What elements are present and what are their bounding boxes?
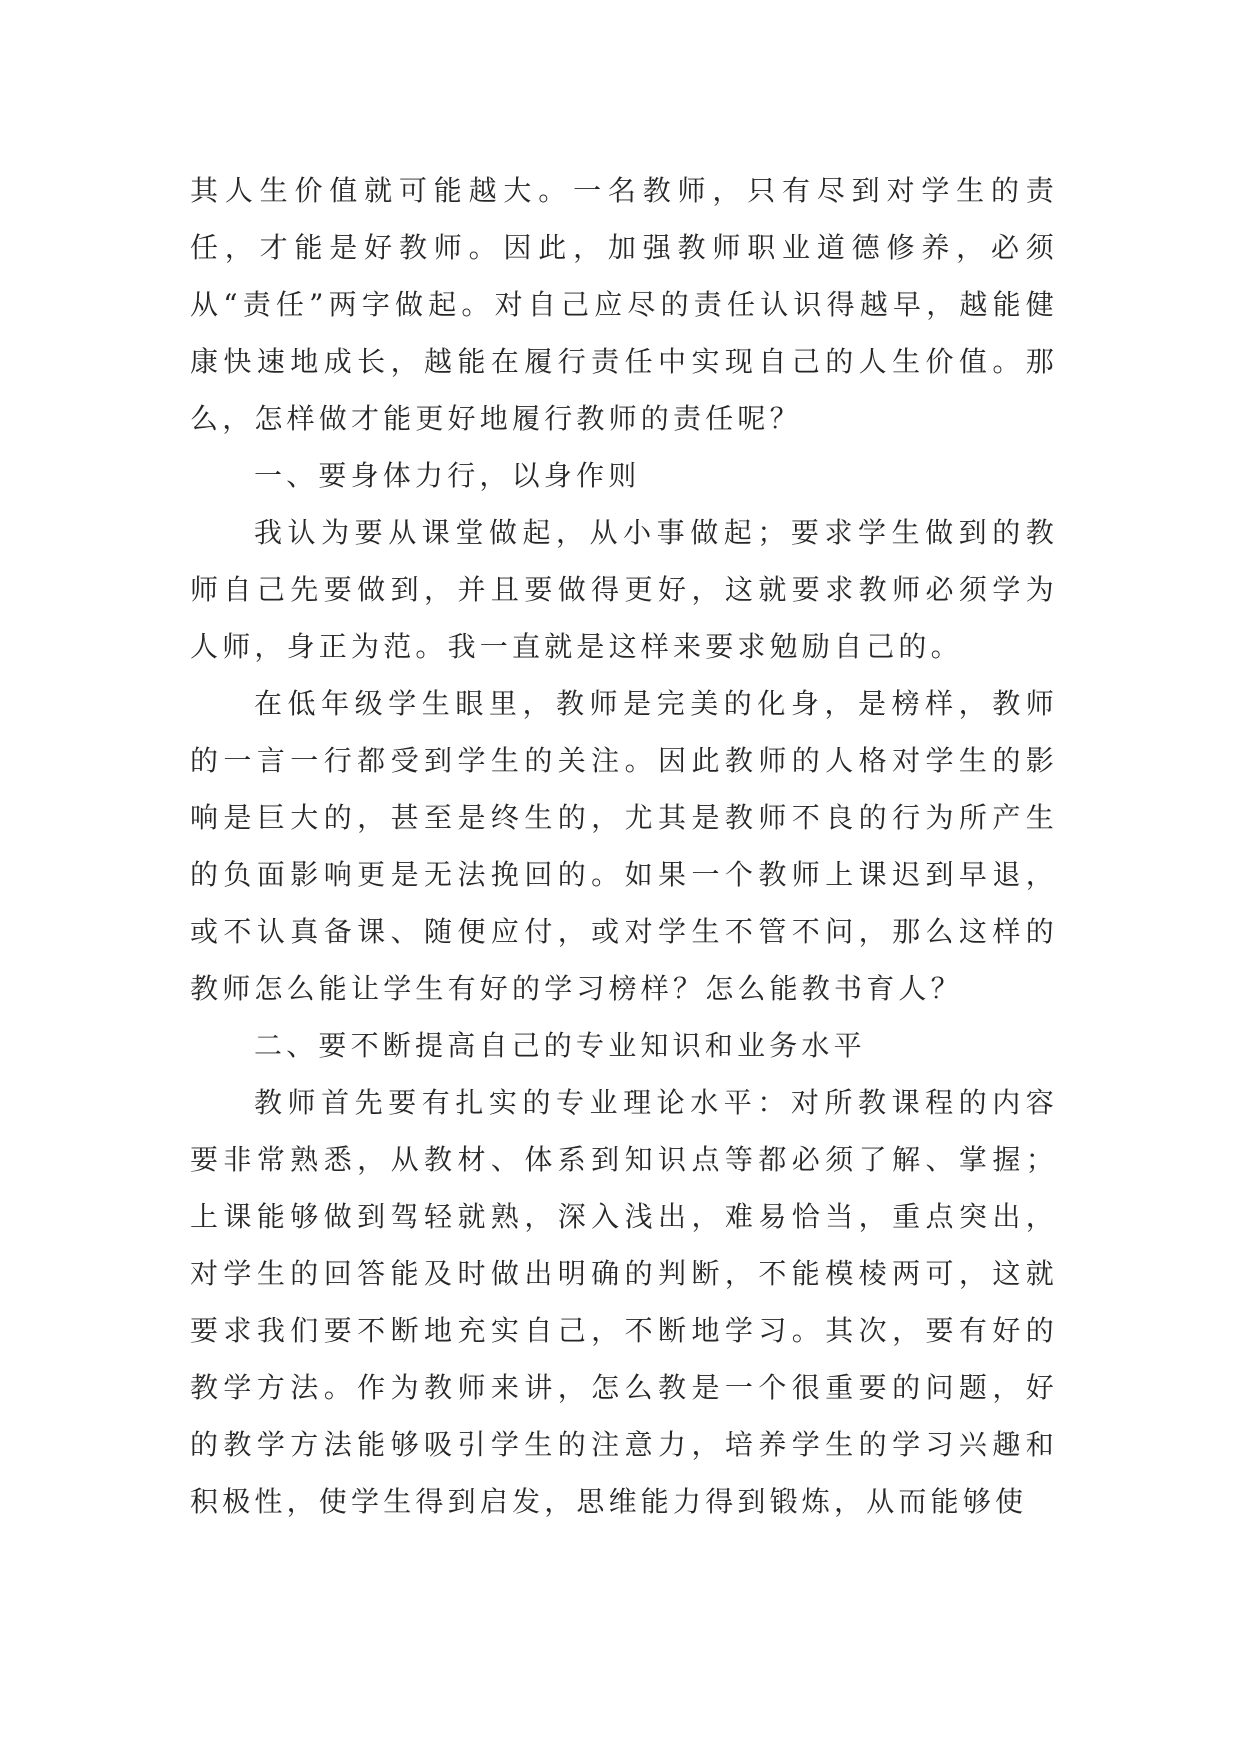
paragraph: 教师首先要有扎实的专业理论水平：对所教课程的内容要非常熟悉，从教材、体系到知识点等都必须了解、掌握；上课能够做到驾轻就熟，深入浅出，难易恰当，重点突出，对学生的回答能及时做出明确的判断，不能模棱两可，这就要求我们要不断地充实自己，不断地学习。其次，要有好的教学方法。作为教师来讲，怎么教是一个很重要的问题，好的教学方法能够吸引学生的注意力，培养学生的学习兴趣和积极性，使学生得到启发，思维能力得到锻炼，从而能够使: [190, 1086, 1058, 1518]
paragraph: 我认为要从课堂做起，从小事做起；要求学生做到的教师自己先要做到，并且要做得更好，这就要求教师必须学为人师，身正为范。我一直就是这样来要求勉励自己的。: [190, 516, 1058, 663]
section-heading-2: 二、要不断提高自己的专业知识和业务水平: [254, 1029, 866, 1062]
paragraph-continuation: 其人生价值就可能越大。一名教师，只有尽到对学生的责任，才能是好教师。因此，加强教师职业道德修养，必须从“责任”两字做起。对自己应尽的责任认识得越早，越能健康快速地成长，越能在履行责任中实现自己的人生价值。那么，怎样做才能更好地履行教师的责任呢？: [190, 174, 1058, 435]
paragraph: 在低年级学生眼里，教师是完美的化身，是榜样，教师的一言一行都受到学生的关注。因此教师的人格对学生的影响是巨大的，甚至是终生的，尤其是教师不良的行为所产生的负面影响更是无法挽回的。如果一个教师上课迟到早退，或不认真备课、随便应付，或对学生不管不问，那么这样的教师怎么能让学生有好的学习榜样？怎么能教书育人？: [190, 687, 1058, 1005]
section-heading-1: 一、要身体力行，以身作则: [254, 459, 641, 492]
document-body: [190, 162, 1058, 1530]
